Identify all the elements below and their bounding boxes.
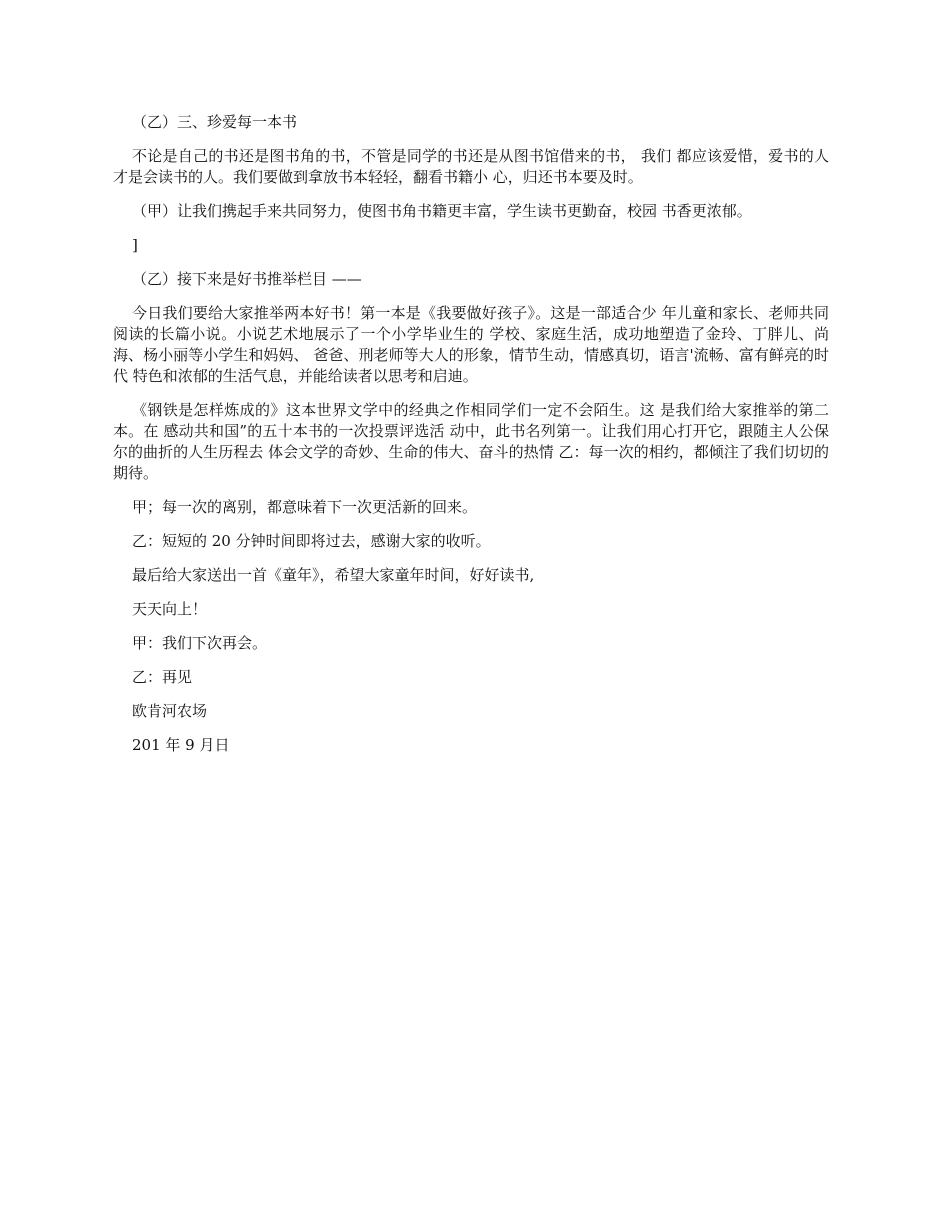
section-heading: （乙）接下来是好书推举栏目 —— bbox=[132, 270, 362, 288]
body-paragraph: 《钢铁是怎样炼成的》这本世界文学中的经典之作相同学们一定不会陌生。这 是我们给大家推举的第二本。在 感动共和国”的五十本书的一次投票评选活 动中，此书名列第一。让我们用心打开它，跟随主人公保尔的曲折的人生历程去 体会文学的奇妙、生命的伟大、奋斗的热情 乙：每一次的相约，都倾注了我们切切的期待。 bbox=[113, 401, 829, 482]
dialogue-line: 乙：短短的 20 分钟时间即将过去，感谢大家的收听。 bbox=[132, 532, 491, 550]
dialogue-line: 乙：再见 bbox=[132, 668, 193, 686]
document-date: 201 年 9 月日 bbox=[132, 736, 230, 754]
body-paragraph: （甲）让我们携起手来共同努力，使图书角书籍更丰富，学生读书更勤奋，校园 书香更浓郁。 bbox=[132, 202, 752, 220]
dialogue-line: 天天向上！ bbox=[132, 600, 208, 618]
stray-bracket: ] bbox=[132, 236, 138, 254]
organization-name: 欧肯河农场 bbox=[132, 702, 208, 720]
dialogue-line: 甲：我们下次再会。 bbox=[132, 634, 268, 652]
dialogue-line: 最后给大家送出一首《童年》，希望大家童年时间，好好读书, bbox=[132, 566, 535, 584]
body-paragraph: 今日我们要给大家推举两本好书！第一本是《我要做好孩子》。这是一部适合少 年儿童和家长、老师共同阅读的长篇小说。小说艺术地展示了一个小学毕业生的 学校、家庭生活，成功地塑造了金玲、丁胖儿、尚海、杨小丽等小学生和妈妈、 爸爸、刑老师等大人的形象，情节生动，情感真切，语言'流畅、富有鲜亮的时代 特色和浓郁的生活气息，并能给读者以思考和启迪。 bbox=[113, 304, 829, 385]
document-body bbox=[113, 112, 829, 769]
body-paragraph: 不论是自己的书还是图书角的书，不管是同学的书还是从图书馆借来的书， 我们 都应该爱惜，爱书的人才是会读书的人。我们要做到拿放书本轻轻，翻看书籍小 心，归还书本要及时。 bbox=[113, 147, 829, 186]
dialogue-line: 甲；每一次的离别，都意味着下一次更活新的回来。 bbox=[132, 498, 478, 516]
section-heading: （乙）三、珍爱每一本书 bbox=[132, 113, 298, 131]
